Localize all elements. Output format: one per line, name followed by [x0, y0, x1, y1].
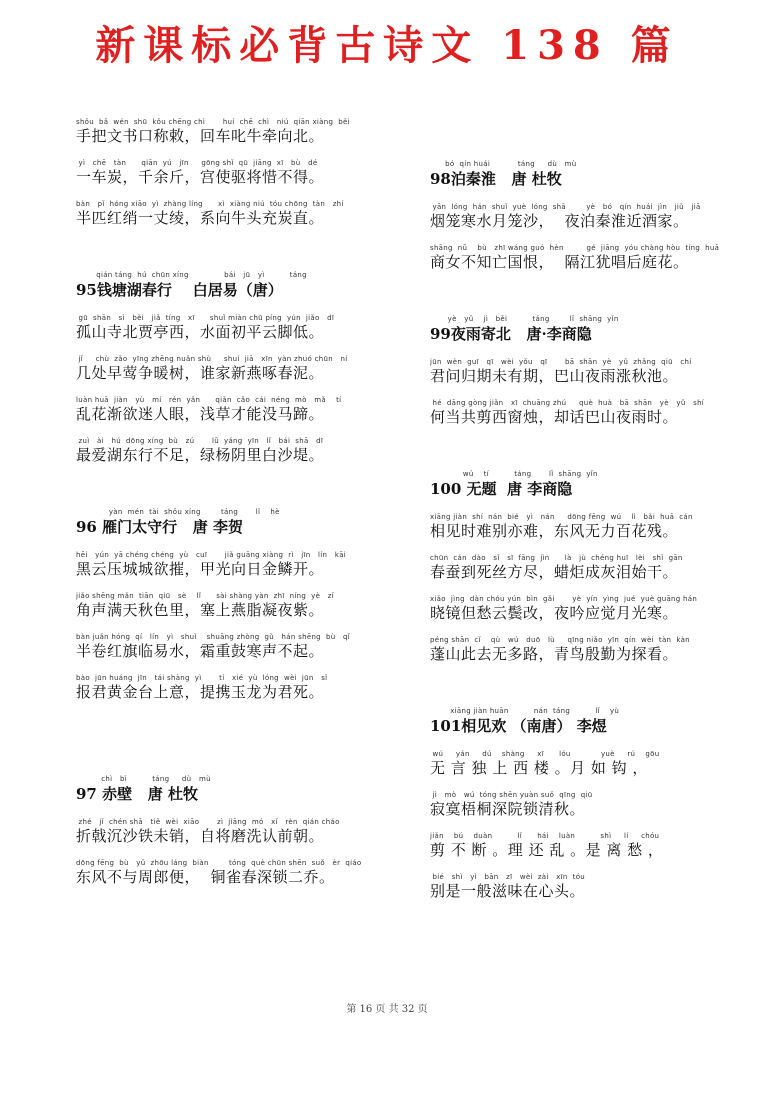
verse-line: 黑云压城城欲摧，甲光向日金鳞开。 — [76, 560, 325, 578]
pinyin-line: hēi yún yā chéng chéng yù cuī jiǎ guāng xiàng rì jīn lín kāi — [76, 551, 347, 559]
pinyin-line: zuì ài hú dōng xíng bù zú lǜ yáng yīn lǐ bái shā dī — [76, 437, 324, 445]
verse-line: 春蚕到死丝方尽，蜡炬成灰泪始干。 — [430, 563, 679, 581]
pinyin-line: chūn cán dào sǐ sī fāng jìn là jù chéng huī lèi shǐ gān — [430, 554, 683, 562]
pinyin-line: bàn pǐ hóng xiāo yì zhàng líng xì xiàng niú tóu chōng tàn zhí — [76, 200, 344, 208]
verse-line: 晓镜但愁云鬓改，夜吟应觉月光寒。 — [430, 604, 679, 622]
verse-line: 折戟沉沙铁未销，自将磨洗认前朝。 — [76, 827, 325, 845]
poem-98 — [430, 160, 750, 271]
pinyin-line: shǒu bǎ wén shū kǒu chēng chì huí chē chì niú qiān xiàng běi — [76, 118, 350, 126]
verse-line: 角声满天秋色里，塞上燕脂凝夜紫。 — [76, 601, 325, 619]
verse-line: 几处早莺争暖树，谁家新燕啄春泥。 — [76, 364, 325, 382]
heading-pinyin: qián táng hú chūn xíng bái jū yì táng — [76, 271, 307, 279]
poem-heading: 98泊秦淮 唐 杜牧 — [430, 170, 562, 188]
verse-line: 君问归期未有期，巴山夜雨涨秋池。 — [430, 367, 679, 385]
pinyin-line: jiǎn bú duàn lǐ hái luàn shì lí chóu — [430, 832, 660, 840]
verse-line: 无 言 独 上 西 楼 。月 如 钩 ， — [430, 759, 648, 777]
verse-line: 蓬山此去无多路，青鸟殷勤为探看。 — [430, 645, 679, 663]
heading-pinyin: yàn mén tài shǒu xíng táng lǐ hè — [76, 508, 280, 516]
poem-heading: 99夜雨寄北 唐·李商隐 — [430, 325, 592, 343]
verse-line: 烟笼寒水月笼沙， 夜泊秦淮近酒家。 — [430, 212, 689, 230]
pinyin-line: bié shì yì bān zī wèi zài xīn tóu — [430, 873, 586, 881]
verse-line: 剪 不 断 。理 还 乱 。是 离 愁 ， — [430, 841, 664, 859]
pinyin-line: xiǎo jìng dàn chóu yún bìn gǎi yè yín yìng jué yuè guāng hán — [430, 595, 698, 603]
verse-line: 何当共剪西窗烛，却话巴山夜雨时。 — [430, 408, 679, 426]
pinyin-line: hé dāng gòng jiǎn xī chuāng zhú què huà bā shān yè yǔ shí — [430, 399, 705, 407]
pinyin-line: dōng fēng bù yǔ zhōu láng biàn tóng què chūn shēn suǒ èr qiáo — [76, 859, 362, 867]
pinyin-line: jǐ chù zǎo yīng zhēng nuǎn shù shuí jiā xīn yàn zhuó chūn ní — [76, 355, 348, 363]
heading-pinyin: bó qín huái táng dù mù — [430, 160, 577, 168]
verse-line: 乱花渐欲迷人眼，浅草才能没马蹄。 — [76, 405, 325, 423]
poem-96 — [76, 508, 396, 701]
poem-99 — [430, 315, 750, 426]
poem-heading: 100 无题 唐 李商隐 — [430, 480, 573, 498]
pinyin-line: péng shān cǐ qù wú duō lù qīng niǎo yīn qín wèi tàn kàn — [430, 636, 690, 644]
poem-101 — [430, 707, 750, 900]
page-footer: 第 16 页 共 32 页 — [346, 1004, 428, 1015]
poem-97 — [76, 775, 396, 886]
poem-continuation — [76, 118, 396, 227]
verse-line: 报君黄金台上意，提携玉龙为君死。 — [76, 683, 325, 701]
heading-pinyin: chì bì táng dù mù — [76, 775, 211, 783]
verse-line: 别是一般滋味在心头。 — [430, 882, 586, 900]
right-column — [430, 160, 750, 900]
pinyin-line: jiǎo shēng mǎn tiān qiū sè lǐ sài shàng yàn zhī níng yè zǐ — [76, 592, 335, 600]
verse-line: 手把文书口称敕，回车叱牛牵向北。 — [76, 127, 325, 145]
heading-pinyin: xiāng jiàn huān nán táng lǐ yù — [430, 707, 620, 715]
verse-line: 寂寞梧桐深院锁清秋。 — [430, 800, 586, 818]
poem-heading: 97 赤壁 唐 杜牧 — [76, 785, 198, 803]
verse-line: 一车炭，千余斤，宫使驱将惜不得。 — [76, 168, 325, 186]
pinyin-line: wú yán dú shàng xī lóu yuè rú gōu — [430, 750, 660, 758]
left-column — [76, 118, 396, 886]
poem-heading: 95钱塘湖春行 白居易（唐） — [76, 281, 283, 299]
pinyin-line: yān lóng hán shuǐ yuè lóng shā yè bó qín huái jìn jiǔ jiā — [430, 203, 701, 211]
poem-heading: 96 雁门太守行 唐 李贺 — [76, 518, 243, 536]
pinyin-line: bàn juǎn hóng qí lín yì shuǐ shuāng zhòng gǔ hán shēng bù qǐ — [76, 633, 351, 641]
verse-line: 最爱湖东行不足，绿杨阴里白沙堤。 — [76, 446, 325, 464]
poem-95 — [76, 271, 396, 464]
pinyin-line: shāng nǚ bù zhī wáng guó hèn gé jiāng yóu chàng hòu tíng huā — [430, 244, 720, 252]
verse-line: 半匹红绡一丈绫，系向牛头充炭直。 — [76, 209, 325, 227]
pinyin-line: gū shān sì běi jiǎ tíng xī shuǐ miàn chū píng yún jiǎo dī — [76, 314, 335, 322]
verse-line: 东风不与周郎便， 铜雀春深锁二乔。 — [76, 868, 335, 886]
heading-pinyin: yè yǔ jì běi táng lǐ shāng yǐn — [430, 315, 619, 323]
heading-pinyin: wú tí táng lǐ shāng yǐn — [430, 470, 598, 478]
pinyin-line: zhé jǐ chén shā tiě wèi xiāo zì jiāng mó xǐ rèn qián cháo — [76, 818, 340, 826]
poem-heading: 101相见欢 （南唐） 李煜 — [430, 717, 607, 735]
pinyin-line: jì mò wú tóng shēn yuàn suǒ qīng qiū — [430, 791, 593, 799]
pinyin-line: yì chē tàn qiān yú jīn gōng shǐ qū jiāng xī bù dé — [76, 159, 318, 167]
verse-line: 相见时难别亦难，东风无力百花残。 — [430, 522, 679, 540]
pinyin-line: luàn huā jiàn yù mí rén yǎn qiǎn cǎo cái néng mò mǎ tí — [76, 396, 342, 404]
verse-line: 商女不知亡国恨， 隔江犹唱后庭花。 — [430, 253, 689, 271]
pinyin-line: jūn wèn guī qī wèi yǒu qī bā shān yè yǔ zhǎng qiū chí — [430, 358, 692, 366]
page-title: 新课标必背古诗文 138 篇 — [95, 22, 679, 69]
pinyin-line: xiāng jiàn shí nán bié yì nán dōng fēng wú lì bǎi huā cán — [430, 513, 693, 521]
poem-100 — [430, 470, 750, 663]
verse-line: 半卷红旗临易水，霜重鼓寒声不起。 — [76, 642, 325, 660]
verse-line: 孤山寺北贾亭西，水面初平云脚低。 — [76, 323, 325, 341]
pinyin-line: bào jūn huáng jīn tái shàng yì tí xié yù lóng wèi jūn sǐ — [76, 674, 328, 682]
